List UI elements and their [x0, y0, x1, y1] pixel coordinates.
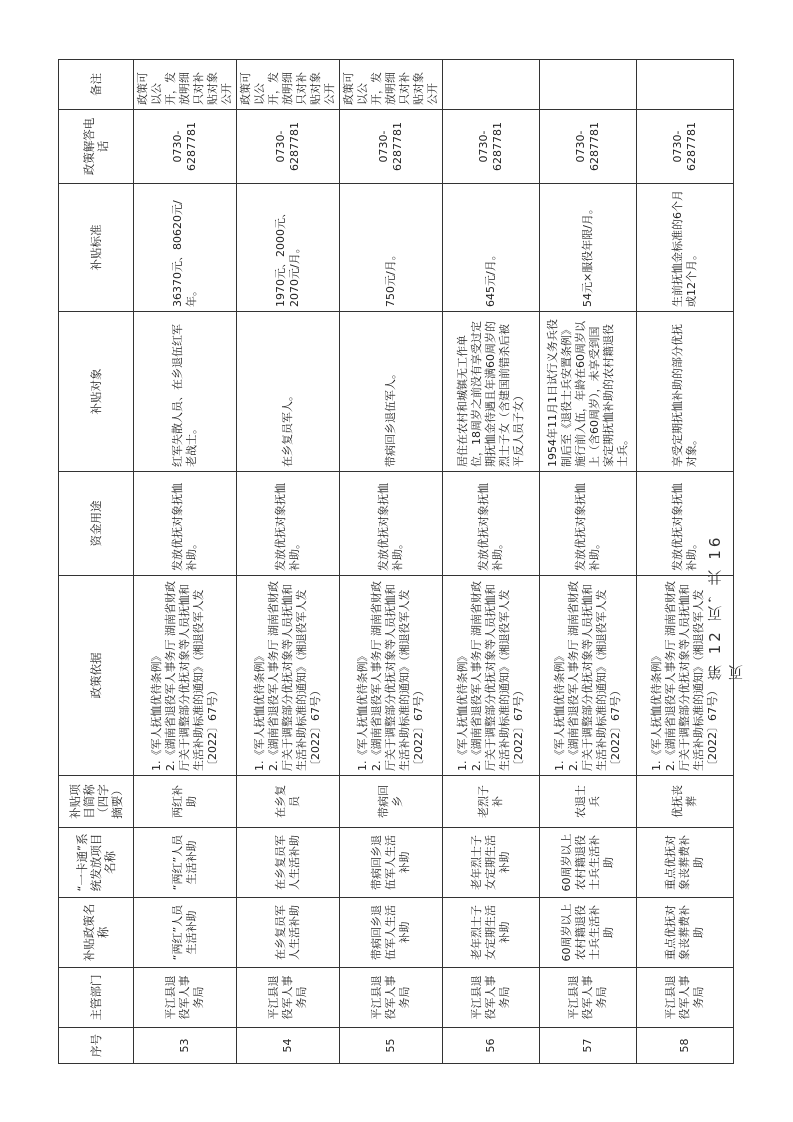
cell-standard: 54元×服役年限/月。: [540, 184, 637, 312]
cell-standard: 36370元、80620元/年。: [134, 184, 237, 312]
cell-phone: 0730-6287781: [340, 110, 443, 184]
cell-seq: 54: [237, 1028, 340, 1064]
cell-usage: 发放优抚对象抚恤补助。: [340, 472, 443, 576]
cell-standard: 645元/月。: [443, 184, 540, 312]
cell-phone: 0730-6287781: [637, 110, 734, 184]
cell-usage: 发放优抚对象抚恤补助。: [443, 472, 540, 576]
cell-note: [540, 60, 637, 110]
table-row: [443, 60, 540, 1064]
cell-card-item: 在乡复员军人生活补助: [237, 828, 340, 898]
cell-standard: 1970元、2000元、2070元/月。: [237, 184, 340, 312]
cell-abbr: 农退士兵: [540, 776, 637, 828]
cell-dept: 平江县退役军人事务局: [443, 968, 540, 1028]
header-dept: 主管部门: [59, 968, 134, 1028]
cell-phone: 0730-6287781: [443, 110, 540, 184]
cell-policy-name: 重点优抚对象丧葬费补助: [637, 898, 734, 968]
table-row: [340, 60, 443, 1064]
cell-card-item: 老年烈士子女定期生活补助: [443, 828, 540, 898]
cell-note: 政策可以公开，发放明细只对补贴对象公开: [134, 60, 237, 110]
header-target: 补贴对象: [59, 312, 134, 472]
cell-policy-name: 带病回乡退伍军人生活补助: [340, 898, 443, 968]
header-standard: 补贴标准: [59, 184, 134, 312]
rotated-table-wrapper: [58, 60, 719, 1064]
cell-policy-name: 60周岁以上农村籍退役士兵生活补助: [540, 898, 637, 968]
cell-dept: 平江县退役军人事务局: [637, 968, 734, 1028]
cell-abbr: 带病回乡: [340, 776, 443, 828]
cell-usage: 发放优抚对象抚恤补助。: [637, 472, 734, 576]
header-phone: 政策解答电话: [59, 110, 134, 184]
header-card-item: “一卡通”系统发放项目名称: [59, 828, 134, 898]
cell-target: 红军失散人员、在乡退伍红军老战士。: [134, 312, 237, 472]
cell-dept: 平江县退役军人事务局: [237, 968, 340, 1028]
cell-standard: 生前抚恤金标准的6个月或12个月。: [637, 184, 734, 312]
cell-note: [443, 60, 540, 110]
cell-seq: 55: [340, 1028, 443, 1064]
cell-basis: 1.《军人抚恤优待条例》 2.《湖南省退役军人事务厅 湖南省财政厅关于调整部分优抚对象等人员抚恤和生活补助标准的通知》（湘退役军人发〔2022〕67号）: [340, 576, 443, 776]
cell-policy-name: 老年烈士子女定期生活补助: [443, 898, 540, 968]
cell-basis: 1.《军人抚恤优待条例》 2.《湖南省退役军人事务厅 湖南省财政厅关于调整部分优抚对象等人员抚恤和生活补助标准的通知》（湘退役军人发〔2022〕67号）: [237, 576, 340, 776]
table-row: [134, 60, 237, 1064]
cell-abbr: 两红补助: [134, 776, 237, 828]
cell-usage: 发放优抚对象抚恤补助。: [237, 472, 340, 576]
cell-basis: 1.《军人抚恤优待条例》 2.《湖南省退役军人事务厅 湖南省财政厅关于调整部分优抚对象等人员抚恤和生活补助标准的通知》（湘退役军人发〔2022〕67号）: [443, 576, 540, 776]
cell-target: 在乡复员军人。: [237, 312, 340, 472]
header-note: 备注: [59, 60, 134, 110]
cell-dept: 平江县退役军人事务局: [540, 968, 637, 1028]
table-row: [237, 60, 340, 1064]
cell-note: [637, 60, 734, 110]
table-row: [540, 60, 637, 1064]
cell-target: 居住在农村和城镇无工作单位，18周岁之前没有享受过定期抚恤金待遇且年满60周岁的烈士子女（含建国前错杀后被平反人员子女）: [443, 312, 540, 472]
header-abbr: 补贴项目简称（四字摘要）: [59, 776, 134, 828]
cell-dept: 平江县退役军人事务局: [340, 968, 443, 1028]
cell-usage: 发放优抚对象抚恤补助。: [540, 472, 637, 576]
cell-policy-name: 在乡复员军人生活补助: [237, 898, 340, 968]
cell-target: 1954年11月1日试行义务兵役制后至《退役士兵安置条例》施行前入伍，年龄在60周岁以上（含60周岁），未享受到国家定期抚恤补助的农村籍退役士兵。: [540, 312, 637, 472]
cell-card-item: 带病回乡退伍军人生活补助: [340, 828, 443, 898]
cell-dept: 平江县退役军人事务局: [134, 968, 237, 1028]
table-header-row: [59, 60, 134, 1064]
cell-basis: 1.《军人抚恤优待条例》 2.《湖南省退役军人事务厅 湖南省财政厅关于调整部分优抚对象等人员抚恤和生活补助标准的通知》（湘退役军人发〔2022〕67号）: [540, 576, 637, 776]
cell-seq: 57: [540, 1028, 637, 1064]
cell-abbr: 在乡复员: [237, 776, 340, 828]
cell-card-item: 重点优抚对象丧葬费补助: [637, 828, 734, 898]
cell-target: 享受定期抚恤补助的部分优抚对象。: [637, 312, 734, 472]
cell-abbr: 优抚丧葬: [637, 776, 734, 828]
cell-abbr: 老烈子补: [443, 776, 540, 828]
cell-seq: 58: [637, 1028, 734, 1064]
header-policy-name: 补贴政策名称: [59, 898, 134, 968]
cell-phone: 0730-6287781: [134, 110, 237, 184]
header-seq: 序号: [59, 1028, 134, 1064]
cell-note: 政策可以公开，发放明细只对补贴对象公开: [340, 60, 443, 110]
cell-seq: 53: [134, 1028, 237, 1064]
cell-basis: 1.《军人抚恤优待条例》 2.《湖南省退役军人事务厅 湖南省财政厅关于调整部分优抚对象等人员抚恤和生活补助标准的通知》（湘退役军人发〔2022〕67号）: [134, 576, 237, 776]
cell-card-item: “两红”人员生活补助: [134, 828, 237, 898]
cell-policy-name: “两红”人员生活补助: [134, 898, 237, 968]
header-basis: 政策依据: [59, 576, 134, 776]
cell-note: 政策可以公开，发放明细只对补贴对象公开: [237, 60, 340, 110]
cell-phone: 0730-6287781: [237, 110, 340, 184]
cell-phone: 0730-6287781: [540, 110, 637, 184]
cell-standard: 750元/月。: [340, 184, 443, 312]
header-usage: 资金用途: [59, 472, 134, 576]
cell-basis: 1.《军人抚恤优待条例》 2.《湖南省退役军人事务厅 湖南省财政厅关于调整部分优抚对象等人员抚恤和生活补助标准的通知》（湘退役军人发〔2022〕67号）: [637, 576, 734, 776]
cell-seq: 56: [443, 1028, 540, 1064]
cell-target: 带病回乡退伍军人。: [340, 312, 443, 472]
cell-usage: 发放优抚对象抚恤补助。: [134, 472, 237, 576]
page-number: 第 12 页，共 16 页: [706, 534, 745, 680]
cell-card-item: 60周岁以上农村籍退役士兵生活补助: [540, 828, 637, 898]
subsidy-policy-table: [58, 59, 734, 1064]
